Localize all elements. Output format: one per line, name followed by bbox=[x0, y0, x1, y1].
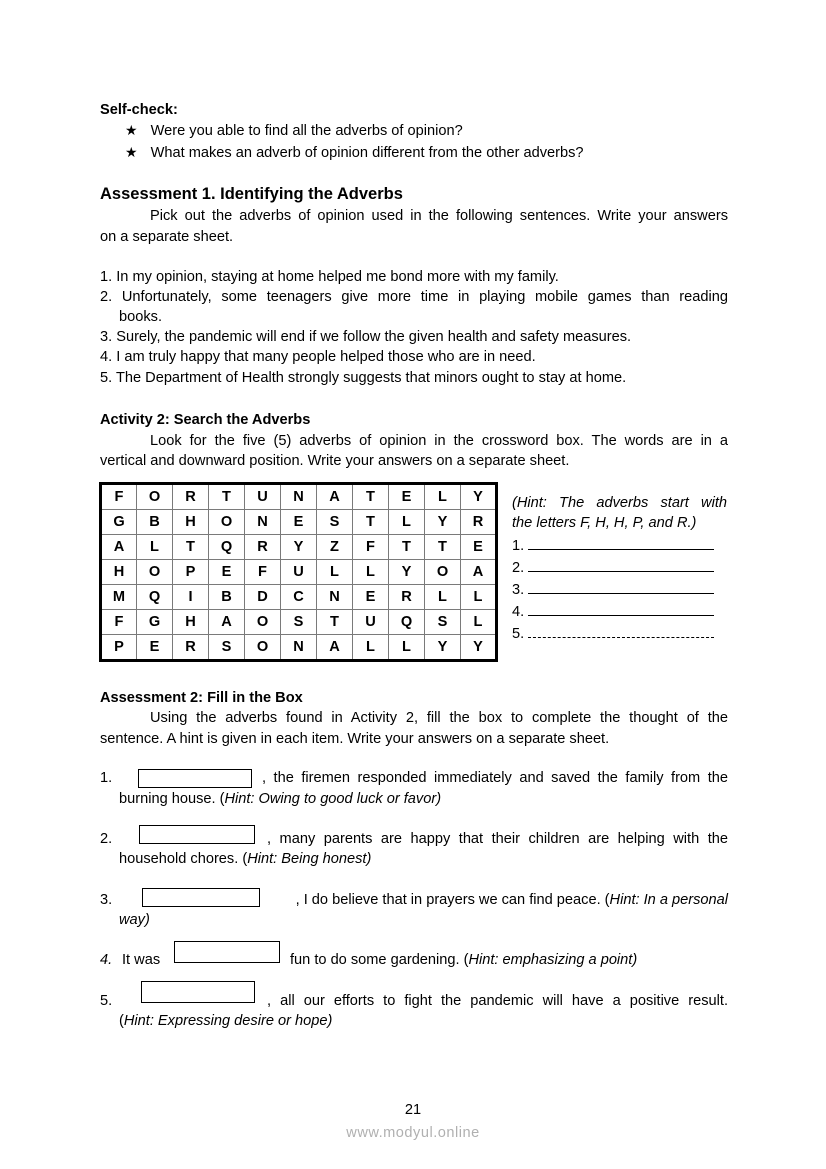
grid-cell: H bbox=[101, 560, 137, 585]
grid-cell: R bbox=[173, 484, 209, 510]
grid-cell: O bbox=[245, 634, 281, 660]
grid-cell: E bbox=[209, 560, 245, 585]
grid-cell: R bbox=[389, 584, 425, 609]
answer-blank[interactable] bbox=[528, 601, 714, 616]
grid-cell: L bbox=[389, 510, 425, 535]
grid-cell: Y bbox=[389, 560, 425, 585]
watermark: www.modyul.online bbox=[346, 1125, 480, 1141]
sentence-item: 5. The Department of Health strongly suggests that minors ought to stay at home. bbox=[100, 370, 627, 386]
star-icon: ★ bbox=[125, 144, 138, 160]
grid-cell: L bbox=[137, 535, 173, 560]
grid-cell: F bbox=[101, 609, 137, 634]
grid-cell: H bbox=[173, 609, 209, 634]
page-number: 21 bbox=[404, 1102, 422, 1118]
fill-item-text: , I do believe that in prayers we can find peace. ( bbox=[295, 892, 610, 908]
grid-cell: B bbox=[137, 510, 173, 535]
answer-label: 4. bbox=[512, 604, 525, 620]
grid-cell: Y bbox=[461, 634, 497, 660]
answer-label: 1. bbox=[512, 538, 525, 554]
answer-blank[interactable] bbox=[528, 535, 714, 550]
grid-cell: H bbox=[173, 510, 209, 535]
fill-item-text: It was bbox=[122, 952, 161, 968]
grid-cell: N bbox=[281, 484, 317, 510]
fill-item-text: , many parents are happy that their children are helping with the bbox=[267, 831, 728, 847]
grid-cell: O bbox=[425, 560, 461, 585]
grid-cell: E bbox=[353, 584, 389, 609]
self-check-item bbox=[125, 120, 463, 141]
grid-cell: R bbox=[173, 634, 209, 660]
grid-cell: O bbox=[137, 484, 173, 510]
fill-item-text-cont bbox=[119, 789, 441, 809]
grid-cell: E bbox=[461, 535, 497, 560]
grid-cell: A bbox=[317, 634, 353, 660]
grid-cell: D bbox=[245, 584, 281, 609]
grid-cell: F bbox=[245, 560, 281, 585]
activity2-title: Activity 2: Search the Adverbs bbox=[100, 412, 311, 428]
self-check-text: Were you able to find all the adverbs of opinion? bbox=[150, 123, 463, 139]
grid-row bbox=[101, 560, 497, 585]
grid-cell: T bbox=[317, 609, 353, 634]
grid-cell: T bbox=[173, 535, 209, 560]
grid-cell: P bbox=[173, 560, 209, 585]
fill-item-number: 4. bbox=[100, 952, 113, 968]
fill-item-number: 5. bbox=[100, 993, 113, 1009]
fill-item-text: , the firemen responded immediately and saved the family from the bbox=[262, 770, 728, 786]
grid-cell: E bbox=[281, 510, 317, 535]
fill-item-text-cont bbox=[119, 1011, 332, 1031]
fill-box-4[interactable] bbox=[174, 941, 280, 963]
fill-box-3[interactable] bbox=[142, 888, 260, 907]
grid-cell: T bbox=[389, 535, 425, 560]
answer-line[interactable] bbox=[512, 535, 714, 556]
grid-cell: Q bbox=[137, 584, 173, 609]
grid-cell: L bbox=[425, 484, 461, 510]
answer-line[interactable] bbox=[512, 601, 714, 622]
answer-blank[interactable] bbox=[528, 623, 714, 638]
sentence-item: 4. I am truly happy that many people helped those who are in need. bbox=[100, 349, 536, 365]
grid-cell: I bbox=[173, 584, 209, 609]
grid-cell: L bbox=[317, 560, 353, 585]
answer-label: 5. bbox=[512, 626, 525, 642]
self-check-item bbox=[125, 142, 584, 163]
grid-cell: Z bbox=[317, 535, 353, 560]
grid-row bbox=[101, 535, 497, 560]
grid-cell: S bbox=[317, 510, 353, 535]
activity2-instructions-cont: vertical and downward position. Write your answers on a separate sheet. bbox=[100, 453, 570, 469]
fill-item-text: ( bbox=[119, 1013, 124, 1029]
grid-cell: Y bbox=[425, 634, 461, 660]
fill-item-hint: Hint: Owing to good luck or favor) bbox=[224, 791, 442, 807]
grid-row bbox=[101, 484, 497, 510]
grid-cell: M bbox=[101, 584, 137, 609]
grid-cell: T bbox=[353, 510, 389, 535]
grid-cell: U bbox=[245, 484, 281, 510]
grid-cell: O bbox=[209, 510, 245, 535]
fill-box-1[interactable] bbox=[138, 769, 252, 788]
fill-item-hint: Hint: Being honest) bbox=[247, 851, 372, 867]
word-search-grid bbox=[99, 482, 498, 662]
fill-item-hint: Hint: Expressing desire or hope) bbox=[123, 1013, 333, 1029]
grid-cell: G bbox=[101, 510, 137, 535]
grid-cell: A bbox=[101, 535, 137, 560]
grid-cell: A bbox=[317, 484, 353, 510]
grid-cell: Y bbox=[281, 535, 317, 560]
grid-cell: R bbox=[245, 535, 281, 560]
grid-cell: L bbox=[461, 584, 497, 609]
grid-cell: Q bbox=[389, 609, 425, 634]
answer-line[interactable] bbox=[512, 579, 714, 600]
grid-cell: B bbox=[209, 584, 245, 609]
grid-cell: R bbox=[461, 510, 497, 535]
self-check-title: Self-check: bbox=[100, 102, 178, 118]
fill-item-text-cont bbox=[119, 849, 371, 869]
grid-cell: U bbox=[281, 560, 317, 585]
sentence-item: 1. In my opinion, staying at home helped me bond more with my family. bbox=[100, 269, 559, 285]
answer-blank[interactable] bbox=[528, 579, 714, 594]
grid-cell: L bbox=[353, 634, 389, 660]
fill-item-text bbox=[271, 890, 728, 910]
grid-cell: G bbox=[137, 609, 173, 634]
sentence-item-cont: books. bbox=[119, 309, 162, 325]
grid-cell: L bbox=[353, 560, 389, 585]
grid-cell: L bbox=[425, 584, 461, 609]
fill-box-2[interactable] bbox=[139, 825, 255, 844]
fill-item-text: burning house. ( bbox=[119, 791, 225, 807]
fill-item-number: 3. bbox=[100, 892, 113, 908]
grid-cell: U bbox=[353, 609, 389, 634]
grid-cell: C bbox=[281, 584, 317, 609]
grid-cell: O bbox=[137, 560, 173, 585]
fill-item-text bbox=[290, 950, 637, 970]
answer-label: 2. bbox=[512, 560, 525, 576]
fill-item-hint-cont: way) bbox=[119, 912, 150, 928]
fill-item-hint: Hint: In a personal bbox=[609, 892, 728, 908]
answer-blank[interactable] bbox=[528, 557, 714, 572]
answer-line[interactable] bbox=[512, 557, 714, 578]
grid-row bbox=[101, 510, 497, 535]
grid-cell: N bbox=[245, 510, 281, 535]
grid-cell: O bbox=[245, 609, 281, 634]
grid-cell: E bbox=[389, 484, 425, 510]
assessment1-instructions: Pick out the adverbs of opinion used in the following sentences. Write your answers bbox=[150, 208, 728, 224]
star-icon: ★ bbox=[125, 122, 138, 138]
answer-label: 3. bbox=[512, 582, 525, 598]
grid-cell: P bbox=[101, 634, 137, 660]
grid-cell: N bbox=[317, 584, 353, 609]
grid-cell: E bbox=[137, 634, 173, 660]
grid-cell: T bbox=[209, 484, 245, 510]
grid-cell: S bbox=[425, 609, 461, 634]
grid-cell: S bbox=[209, 634, 245, 660]
grid-cell: S bbox=[281, 609, 317, 634]
grid-cell: L bbox=[389, 634, 425, 660]
answer-line[interactable] bbox=[512, 623, 714, 644]
grid-cell: Y bbox=[425, 510, 461, 535]
grid-cell: F bbox=[353, 535, 389, 560]
grid-cell: N bbox=[281, 634, 317, 660]
grid-cell: Y bbox=[461, 484, 497, 510]
fill-item-text: household chores. ( bbox=[119, 851, 248, 867]
grid-cell: A bbox=[461, 560, 497, 585]
grid-hint-cont: the letters F, H, H, P, and R.) bbox=[512, 515, 697, 531]
grid-cell: A bbox=[209, 609, 245, 634]
fill-box-5[interactable] bbox=[141, 981, 255, 1003]
grid-cell: Q bbox=[209, 535, 245, 560]
grid-cell: L bbox=[461, 609, 497, 634]
assessment2-instructions-cont: sentence. A hint is given in each item. Write your answers on a separate sheet. bbox=[100, 731, 610, 747]
grid-row bbox=[101, 609, 497, 634]
activity2-instructions: Look for the five (5) adverbs of opinion in the crossword box. The words are in a bbox=[150, 433, 728, 449]
self-check-text: What makes an adverb of opinion different from the other adverbs? bbox=[150, 145, 584, 161]
assessment1-instructions-cont: on a separate sheet. bbox=[100, 229, 234, 245]
grid-cell: T bbox=[425, 535, 461, 560]
grid-cell: F bbox=[101, 484, 137, 510]
assessment2-title: Assessment 2: Fill in the Box bbox=[100, 690, 303, 706]
sentence-item: 3. Surely, the pandemic will end if we follow the given health and safety measures. bbox=[100, 329, 632, 345]
fill-item-number: 1. bbox=[100, 770, 113, 786]
sentence-item: 2. Unfortunately, some teenagers give more time in playing mobile games than reading bbox=[100, 289, 728, 305]
assessment1-title: Assessment 1. Identifying the Adverbs bbox=[100, 185, 403, 203]
fill-item-hint: Hint: emphasizing a point) bbox=[468, 952, 638, 968]
grid-cell: T bbox=[353, 484, 389, 510]
fill-item-number: 2. bbox=[100, 831, 113, 847]
grid-row bbox=[101, 584, 497, 609]
assessment2-instructions: Using the adverbs found in Activity 2, fill the box to complete the thought of the bbox=[150, 710, 728, 726]
fill-item-text: , all our efforts to fight the pandemic will have a positive result. bbox=[267, 993, 728, 1009]
grid-hint: (Hint: The adverbs start with bbox=[512, 495, 727, 511]
fill-item-text: fun to do some gardening. ( bbox=[290, 952, 469, 968]
grid-row bbox=[101, 634, 497, 660]
